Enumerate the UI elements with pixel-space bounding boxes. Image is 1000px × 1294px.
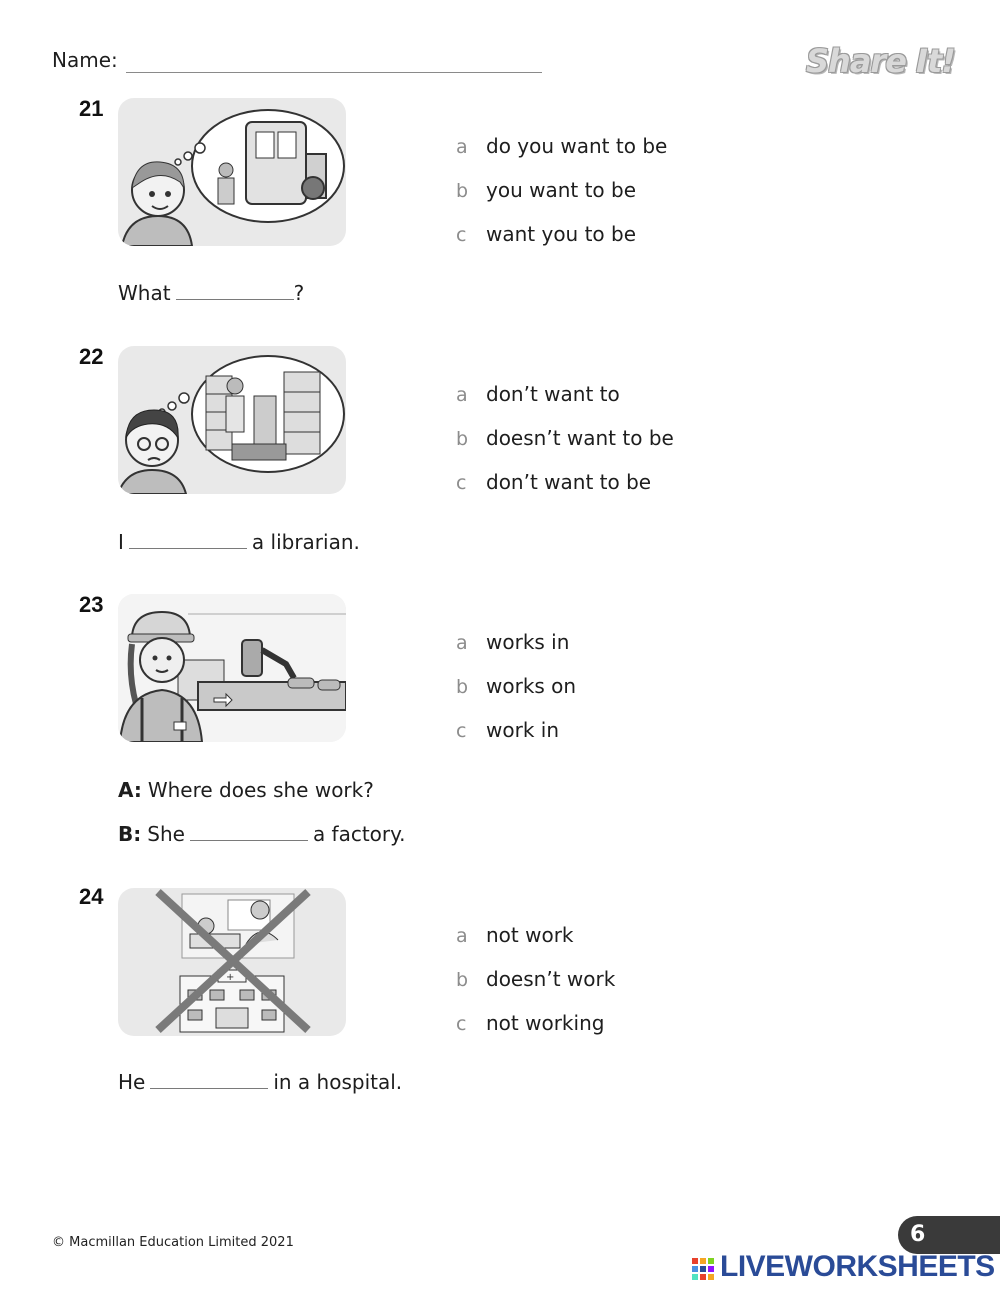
liveworksheets-brand: LIVEWORKSHEETS bbox=[720, 1250, 995, 1283]
liveworksheets-logo-icon bbox=[692, 1258, 714, 1280]
option-c[interactable]: c don’t want to be bbox=[456, 470, 652, 494]
question-number: 24 bbox=[79, 884, 104, 909]
question-stem: I a librarian. bbox=[118, 530, 360, 554]
option-a[interactable]: a works in bbox=[456, 630, 570, 654]
answer-blank[interactable] bbox=[190, 824, 308, 841]
answer-blank[interactable] bbox=[129, 532, 247, 549]
option-c[interactable]: c not working bbox=[456, 1011, 605, 1035]
option-c[interactable]: c work in bbox=[456, 718, 559, 742]
option-b[interactable]: b you want to be bbox=[456, 178, 637, 202]
option-b[interactable]: b doesn’t work bbox=[456, 967, 616, 991]
svg-text:+: + bbox=[226, 972, 235, 983]
option-b[interactable]: b works on bbox=[456, 674, 577, 698]
dialogue-line-b: B: She a factory. bbox=[118, 822, 406, 846]
question-stem: What ? bbox=[118, 281, 305, 305]
name-label: Name: bbox=[52, 48, 118, 72]
question-number: 23 bbox=[79, 592, 104, 617]
question-number: 22 bbox=[79, 344, 104, 369]
factory-worker-icon bbox=[118, 594, 346, 742]
option-a[interactable]: a don’t want to bbox=[456, 382, 620, 406]
option-b[interactable]: b doesn’t want to be bbox=[456, 426, 674, 450]
name-input-line[interactable] bbox=[126, 72, 542, 73]
question-number: 21 bbox=[79, 96, 104, 121]
option-a[interactable]: a do you want to be bbox=[456, 134, 668, 158]
answer-blank[interactable] bbox=[176, 283, 294, 300]
option-a[interactable]: a not work bbox=[456, 923, 574, 947]
answer-blank[interactable] bbox=[150, 1072, 268, 1089]
boy-thinking-library-icon bbox=[118, 346, 346, 494]
dialogue-line-a: A: Where does she work? bbox=[118, 778, 374, 802]
crossed-out-hospital-icon bbox=[118, 888, 346, 1036]
share-it-logo: Share It! bbox=[806, 42, 955, 80]
option-c[interactable]: c want you to be bbox=[456, 222, 637, 246]
page-number: 6 bbox=[910, 1222, 926, 1247]
copyright-notice: © Macmillan Education Limited 2021 bbox=[52, 1235, 294, 1250]
question-stem: He in a hospital. bbox=[118, 1070, 403, 1094]
girl-thinking-ambulance-icon bbox=[118, 98, 346, 246]
